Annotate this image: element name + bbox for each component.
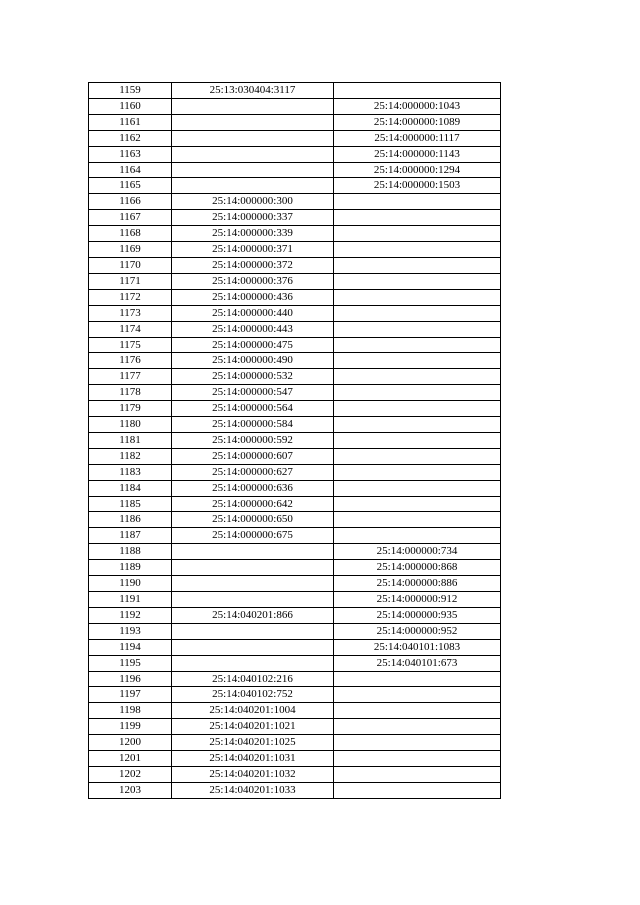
row-number-cell: 1188 [89, 544, 172, 560]
cadastral-number-col2-cell [172, 146, 334, 162]
cadastral-number-col3-cell [334, 528, 501, 544]
row-number-cell: 1201 [89, 751, 172, 767]
table-row [89, 242, 501, 258]
table-row [89, 607, 501, 623]
cadastral-number-col3-cell [334, 782, 501, 798]
cadastral-number-col3-cell: 25:14:000000:886 [334, 576, 501, 592]
table-row [89, 703, 501, 719]
cadastral-number-col3-cell [334, 480, 501, 496]
cadastral-number-col2-cell [172, 639, 334, 655]
cadastral-number-col2-cell: 25:14:000000:564 [172, 401, 334, 417]
cadastral-number-col2-cell: 25:14:000000:627 [172, 464, 334, 480]
row-number-cell: 1191 [89, 592, 172, 608]
cadastral-number-col3-cell: 25:14:040101:1083 [334, 639, 501, 655]
row-number-cell: 1176 [89, 353, 172, 369]
cadastral-number-col2-cell [172, 655, 334, 671]
table-row [89, 83, 501, 99]
cadastral-number-col3-cell [334, 273, 501, 289]
table-row [89, 401, 501, 417]
cadastral-number-col2-cell: 25:14:040201:1033 [172, 782, 334, 798]
cadastral-number-col3-cell: 25:14:000000:1043 [334, 98, 501, 114]
table-row [89, 448, 501, 464]
row-number-cell: 1202 [89, 766, 172, 782]
table-row [89, 719, 501, 735]
cadastral-number-col3-cell [334, 83, 501, 99]
cadastral-number-col2-cell: 25:14:040102:752 [172, 687, 334, 703]
row-number-cell: 1180 [89, 417, 172, 433]
table-row [89, 528, 501, 544]
cadastral-number-col3-cell: 25:14:000000:1503 [334, 178, 501, 194]
cadastral-number-col3-cell [334, 719, 501, 735]
cadastral-number-col2-cell: 25:14:000000:547 [172, 385, 334, 401]
row-number-cell: 1162 [89, 130, 172, 146]
cadastral-number-col3-cell [334, 353, 501, 369]
table-row [89, 560, 501, 576]
cadastral-number-col2-cell: 25:14:000000:443 [172, 321, 334, 337]
cadastral-number-col2-cell: 25:13:030404:3117 [172, 83, 334, 99]
table-row [89, 385, 501, 401]
table-row [89, 353, 501, 369]
cadastral-number-col2-cell: 25:14:000000:372 [172, 257, 334, 273]
table-row [89, 146, 501, 162]
cadastral-number-col3-cell [334, 242, 501, 258]
table-body [89, 83, 501, 799]
row-number-cell: 1165 [89, 178, 172, 194]
row-number-cell: 1198 [89, 703, 172, 719]
table-row [89, 671, 501, 687]
row-number-cell: 1170 [89, 257, 172, 273]
table-row [89, 687, 501, 703]
cadastral-number-col3-cell [334, 369, 501, 385]
row-number-cell: 1187 [89, 528, 172, 544]
table-row [89, 337, 501, 353]
cadastral-number-col3-cell [334, 687, 501, 703]
table-row [89, 130, 501, 146]
row-number-cell: 1186 [89, 512, 172, 528]
table-row [89, 226, 501, 242]
table-row [89, 194, 501, 210]
row-number-cell: 1196 [89, 671, 172, 687]
cadastral-number-col2-cell: 25:14:000000:584 [172, 417, 334, 433]
cadastral-number-col3-cell [334, 321, 501, 337]
table-row [89, 766, 501, 782]
cadastral-number-col2-cell: 25:14:000000:636 [172, 480, 334, 496]
row-number-cell: 1200 [89, 735, 172, 751]
row-number-cell: 1161 [89, 114, 172, 130]
row-number-cell: 1182 [89, 448, 172, 464]
table-row [89, 273, 501, 289]
cadastral-number-col3-cell: 25:14:000000:868 [334, 560, 501, 576]
cadastral-number-col2-cell [172, 560, 334, 576]
cadastral-number-col3-cell [334, 257, 501, 273]
cadastral-number-col3-cell: 25:14:000000:1294 [334, 162, 501, 178]
cadastral-number-col3-cell: 25:14:000000:912 [334, 592, 501, 608]
table-row [89, 639, 501, 655]
cadastral-number-col2-cell [172, 114, 334, 130]
cadastral-number-col3-cell: 25:14:000000:1117 [334, 130, 501, 146]
cadastral-number-col3-cell [334, 289, 501, 305]
cadastral-number-col2-cell: 25:14:000000:436 [172, 289, 334, 305]
row-number-cell: 1192 [89, 607, 172, 623]
cadastral-number-col3-cell [334, 448, 501, 464]
row-number-cell: 1167 [89, 210, 172, 226]
cadastral-number-col3-cell [334, 703, 501, 719]
row-number-cell: 1194 [89, 639, 172, 655]
row-number-cell: 1175 [89, 337, 172, 353]
row-number-cell: 1190 [89, 576, 172, 592]
row-number-cell: 1183 [89, 464, 172, 480]
cadastral-number-col2-cell: 25:14:000000:371 [172, 242, 334, 258]
row-number-cell: 1177 [89, 369, 172, 385]
cadastral-number-col2-cell [172, 130, 334, 146]
row-number-cell: 1164 [89, 162, 172, 178]
row-number-cell: 1195 [89, 655, 172, 671]
table-row [89, 305, 501, 321]
row-number-cell: 1197 [89, 687, 172, 703]
cadastral-number-col2-cell: 25:14:000000:675 [172, 528, 334, 544]
cadastral-number-col2-cell: 25:14:040201:1004 [172, 703, 334, 719]
table-row [89, 623, 501, 639]
table-row [89, 544, 501, 560]
table-row [89, 178, 501, 194]
row-number-cell: 1181 [89, 432, 172, 448]
table-row [89, 98, 501, 114]
table-row [89, 289, 501, 305]
cadastral-number-col2-cell: 25:14:000000:532 [172, 369, 334, 385]
table-row [89, 417, 501, 433]
cadastral-number-col2-cell: 25:14:040201:1025 [172, 735, 334, 751]
row-number-cell: 1184 [89, 480, 172, 496]
row-number-cell: 1178 [89, 385, 172, 401]
cadastral-number-col3-cell [334, 735, 501, 751]
cadastral-number-col2-cell: 25:14:000000:650 [172, 512, 334, 528]
table-row [89, 576, 501, 592]
table-row [89, 655, 501, 671]
table-row [89, 257, 501, 273]
row-number-cell: 1160 [89, 98, 172, 114]
cadastral-number-col3-cell [334, 417, 501, 433]
table-row [89, 751, 501, 767]
table-row [89, 210, 501, 226]
cadastral-number-col2-cell: 25:14:000000:300 [172, 194, 334, 210]
cadastral-number-col2-cell [172, 623, 334, 639]
cadastral-number-col2-cell: 25:14:040201:866 [172, 607, 334, 623]
table-row [89, 512, 501, 528]
cadastral-number-col2-cell: 25:14:040102:216 [172, 671, 334, 687]
cadastral-number-col2-cell: 25:14:040201:1032 [172, 766, 334, 782]
cadastral-number-col2-cell: 25:14:000000:339 [172, 226, 334, 242]
cadastral-number-col3-cell [334, 512, 501, 528]
cadastral-number-col2-cell [172, 576, 334, 592]
table-row [89, 782, 501, 798]
row-number-cell: 1169 [89, 242, 172, 258]
row-number-cell: 1171 [89, 273, 172, 289]
table-row [89, 496, 501, 512]
table-row [89, 114, 501, 130]
row-number-cell: 1168 [89, 226, 172, 242]
cadastral-number-col2-cell [172, 98, 334, 114]
cadastral-number-col3-cell: 25:14:000000:734 [334, 544, 501, 560]
cadastral-number-col3-cell [334, 464, 501, 480]
row-number-cell: 1203 [89, 782, 172, 798]
row-number-cell: 1185 [89, 496, 172, 512]
cadastral-number-col2-cell: 25:14:000000:490 [172, 353, 334, 369]
cadastral-number-col3-cell: 25:14:000000:952 [334, 623, 501, 639]
cadastral-number-col3-cell: 25:14:000000:935 [334, 607, 501, 623]
cadastral-number-col3-cell [334, 337, 501, 353]
cadastral-number-col3-cell [334, 751, 501, 767]
table-row [89, 735, 501, 751]
cadastral-number-col2-cell [172, 178, 334, 194]
cadastral-number-col2-cell: 25:14:000000:592 [172, 432, 334, 448]
table-row [89, 432, 501, 448]
cadastral-number-col2-cell: 25:14:000000:440 [172, 305, 334, 321]
cadastral-number-col3-cell [334, 194, 501, 210]
cadastral-number-col3-cell: 25:14:000000:1089 [334, 114, 501, 130]
cadastral-number-col3-cell [334, 766, 501, 782]
row-number-cell: 1199 [89, 719, 172, 735]
cadastral-number-col3-cell [334, 496, 501, 512]
cadastral-number-table [88, 82, 501, 799]
table-row [89, 464, 501, 480]
row-number-cell: 1159 [89, 83, 172, 99]
cadastral-number-col2-cell: 25:14:040201:1021 [172, 719, 334, 735]
table-row [89, 369, 501, 385]
cadastral-number-col2-cell [172, 162, 334, 178]
table-row [89, 592, 501, 608]
row-number-cell: 1189 [89, 560, 172, 576]
cadastral-number-col2-cell [172, 544, 334, 560]
row-number-cell: 1173 [89, 305, 172, 321]
cadastral-number-col3-cell [334, 305, 501, 321]
cadastral-number-col3-cell [334, 432, 501, 448]
cadastral-number-col3-cell: 25:14:040101:673 [334, 655, 501, 671]
cadastral-number-col3-cell [334, 671, 501, 687]
row-number-cell: 1163 [89, 146, 172, 162]
cadastral-number-col2-cell: 25:14:000000:642 [172, 496, 334, 512]
table-row [89, 162, 501, 178]
cadastral-number-col3-cell [334, 401, 501, 417]
cadastral-number-col2-cell: 25:14:000000:607 [172, 448, 334, 464]
cadastral-number-col2-cell [172, 592, 334, 608]
row-number-cell: 1172 [89, 289, 172, 305]
cadastral-number-col2-cell: 25:14:000000:337 [172, 210, 334, 226]
row-number-cell: 1179 [89, 401, 172, 417]
cadastral-number-col3-cell [334, 385, 501, 401]
cadastral-number-col2-cell: 25:14:000000:475 [172, 337, 334, 353]
row-number-cell: 1193 [89, 623, 172, 639]
cadastral-number-col3-cell [334, 210, 501, 226]
table-row [89, 321, 501, 337]
cadastral-number-col3-cell [334, 226, 501, 242]
cadastral-number-col2-cell: 25:14:040201:1031 [172, 751, 334, 767]
cadastral-number-col2-cell: 25:14:000000:376 [172, 273, 334, 289]
row-number-cell: 1174 [89, 321, 172, 337]
row-number-cell: 1166 [89, 194, 172, 210]
cadastral-number-col3-cell: 25:14:000000:1143 [334, 146, 501, 162]
table-row [89, 480, 501, 496]
